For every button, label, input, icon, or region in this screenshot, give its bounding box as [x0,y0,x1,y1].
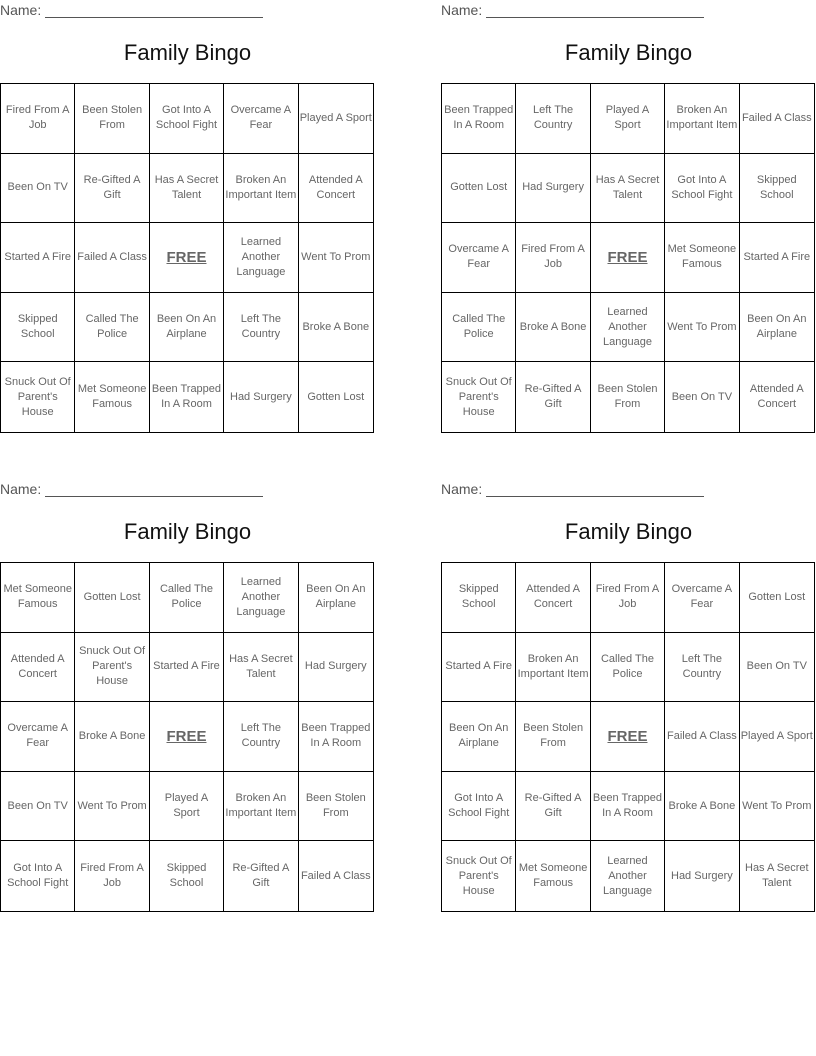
name-blank-line[interactable] [486,482,704,497]
bingo-cell[interactable]: Left The Country [224,702,298,772]
bingo-cell[interactable]: Has A Secret Talent [591,154,665,224]
bingo-cell[interactable]: Fired From A Job [75,841,149,911]
bingo-cell[interactable]: Attended A Concert [749,383,804,411]
bingo-cell[interactable]: Started A Fire [1,223,75,293]
bingo-cell[interactable]: Skipped School [1,293,75,363]
bingo-cell[interactable]: Gotten Lost [75,563,149,633]
bingo-cell[interactable]: Been On An Airplane [150,293,224,363]
card-title: Family Bingo [123,40,252,65]
bingo-cell[interactable]: Snuck Out Of Parent's House [1,362,75,432]
bingo-cell[interactable]: Snuck Out Of Parent's House [442,362,516,432]
bingo-cell[interactable]: Started A Fire [442,633,516,703]
bingo-cell[interactable]: Fired From A Job [1,84,75,154]
name-field[interactable] [441,481,704,497]
bingo-cell[interactable]: Failed A Class [665,702,739,772]
bingo-cell[interactable]: Broken An Important Item [665,84,739,154]
bingo-cell[interactable]: Attended A Concert [1,633,75,703]
bingo-cell[interactable]: Met Someone Famous [516,841,590,911]
bingo-grid [0,562,374,912]
bingo-cell[interactable]: Broke A Bone [665,772,739,842]
bingo-cell[interactable]: Broken An Important Item [224,154,298,224]
bingo-cell[interactable]: Broken An Important Item [224,772,298,842]
bingo-cell[interactable]: Failed A Class [740,84,814,154]
bingo-cell[interactable]: Left The Country [516,84,590,154]
bingo-cell[interactable]: Been Trapped In A Room [150,362,224,432]
bingo-cell[interactable]: Got Into A School Fight [665,154,739,224]
bingo-cell[interactable]: Started A Fire [150,633,224,703]
bingo-cell[interactable]: Broken An Important Item [516,633,590,703]
bingo-cell[interactable]: Has A Secret Talent [224,633,298,703]
free-space[interactable]: FREE [591,223,665,293]
bingo-cell[interactable]: Had Surgery [299,633,373,703]
bingo-cell[interactable]: Got Into A School Fight [1,841,75,911]
bingo-grid [441,83,815,433]
bingo-cell[interactable]: Broke A Bone [75,702,149,772]
bingo-cell[interactable]: Got Into A School Fight [150,84,224,154]
bingo-cell[interactable]: Played A Sport [299,84,373,154]
card-title: Family Bingo [564,40,693,65]
bingo-cell[interactable]: Attended A Concert [299,154,373,224]
bingo-cell[interactable]: Left The Country [224,293,298,363]
bingo-cell[interactable]: Went To Prom [740,772,814,842]
bingo-cell[interactable]: Got Into A School Fight [442,772,516,842]
name-label: Name: [0,2,42,18]
bingo-cell[interactable]: Overcame A Fear [665,563,739,633]
bingo-cell[interactable]: Went To Prom [299,223,373,293]
bingo-cell[interactable]: Skipped School [740,154,814,224]
bingo-cell[interactable]: Met Someone Famous [665,223,739,293]
bingo-cell[interactable]: Been On TV [740,633,814,703]
bingo-cell[interactable]: Skipped School [442,563,516,633]
bingo-cell[interactable]: Been On TV [1,772,75,842]
bingo-cell[interactable]: Overcame A Fear [442,223,516,293]
name-blank-line[interactable] [45,3,263,18]
bingo-cell[interactable]: Had Surgery [224,362,298,432]
name-blank-line[interactable] [486,3,704,18]
bingo-cell[interactable]: Played A Sport [740,702,814,772]
bingo-cell[interactable]: Learned Another Language [224,563,298,633]
bingo-cell[interactable]: Been Stolen From [591,362,665,432]
bingo-cell[interactable]: Gotten Lost [307,390,365,403]
bingo-cell[interactable]: Gotten Lost [740,563,814,633]
bingo-cell[interactable]: Played A Sport [591,84,665,154]
bingo-cell[interactable]: Broke A Bone [299,293,373,363]
bingo-cell[interactable]: Skipped School [150,841,224,911]
bingo-cell[interactable]: Met Someone Famous [1,563,75,633]
free-space[interactable]: FREE [150,223,224,293]
bingo-cell[interactable]: Attended A Concert [516,563,590,633]
bingo-cell[interactable]: Been On An Airplane [442,702,516,772]
bingo-cell[interactable]: Been Stolen From [299,772,373,842]
bingo-cell[interactable]: Called The Police [591,633,665,703]
bingo-cell[interactable]: Been On TV [665,362,739,432]
bingo-cell[interactable]: Fired From A Job [591,563,665,633]
bingo-cell[interactable]: Went To Prom [665,293,739,363]
bingo-cell[interactable]: Started A Fire [740,223,814,293]
bingo-cell[interactable]: Had Surgery [516,154,590,224]
bingo-cell[interactable]: Been Trapped In A Room [591,772,665,842]
bingo-cell[interactable]: Left The Country [665,633,739,703]
name-field[interactable] [441,2,704,18]
bingo-cell[interactable]: Called The Police [150,563,224,633]
bingo-cell[interactable]: Been Trapped In A Room [299,702,373,772]
bingo-cell[interactable]: Been Trapped In A Room [442,84,516,154]
bingo-cell[interactable]: Been On TV [1,154,75,224]
name-field[interactable] [0,481,263,497]
name-label: Name: [441,2,483,18]
bingo-cell[interactable]: Called The Police [442,293,516,363]
name-label: Name: [441,481,483,497]
name-label: Name: [0,481,42,497]
card-title: Family Bingo [564,519,693,544]
bingo-cell[interactable]: Re-Gifted A Gift [516,362,590,432]
bingo-cell[interactable]: Called The Police [75,293,149,363]
bingo-cell[interactable]: Learned Another Language [591,293,665,363]
bingo-cell[interactable]: Overcame A Fear [224,84,298,154]
bingo-cell[interactable]: Snuck Out Of Parent's House [442,841,516,911]
bingo-cell[interactable]: Re-Gifted A Gift [75,154,149,224]
bingo-cell[interactable]: Re-Gifted A Gift [224,841,298,911]
bingo-cell[interactable]: Had Surgery [665,841,739,911]
bingo-cell[interactable]: Has A Secret Talent [150,154,224,224]
bingo-cell[interactable]: Been Stolen From [516,702,590,772]
bingo-cell[interactable]: Broke A Bone [516,293,590,363]
bingo-cell[interactable]: Learned Another Language [591,841,665,911]
bingo-cell[interactable]: Been On An Airplane [740,293,814,363]
bingo-cell[interactable]: Overcame A Fear [1,702,75,772]
bingo-cell[interactable]: Fired From A Job [516,223,590,293]
card-title: Family Bingo [123,519,252,544]
name-blank-line[interactable] [45,482,263,497]
bingo-cell[interactable]: Failed A Class [75,223,149,293]
bingo-cell[interactable]: Gotten Lost [442,154,516,224]
bingo-cell[interactable]: Failed A Class [300,869,371,882]
free-space[interactable]: FREE [150,702,224,772]
bingo-cell[interactable]: Went To Prom [75,772,149,842]
bingo-cell[interactable]: Met Someone Famous [75,362,149,432]
bingo-cell[interactable]: Played A Sport [150,772,224,842]
bingo-grid [441,562,815,912]
bingo-cell[interactable]: Re-Gifted A Gift [516,772,590,842]
bingo-cell[interactable]: Learned Another Language [224,223,298,293]
free-space[interactable]: FREE [591,702,665,772]
bingo-cell[interactable]: Been Stolen From [75,84,149,154]
name-field[interactable] [0,2,263,18]
bingo-cell[interactable]: Has A Secret Talent [745,862,809,890]
bingo-cell[interactable]: Snuck Out Of Parent's House [75,633,149,703]
bingo-grid [0,83,374,433]
bingo-cell[interactable]: Been On An Airplane [299,563,373,633]
